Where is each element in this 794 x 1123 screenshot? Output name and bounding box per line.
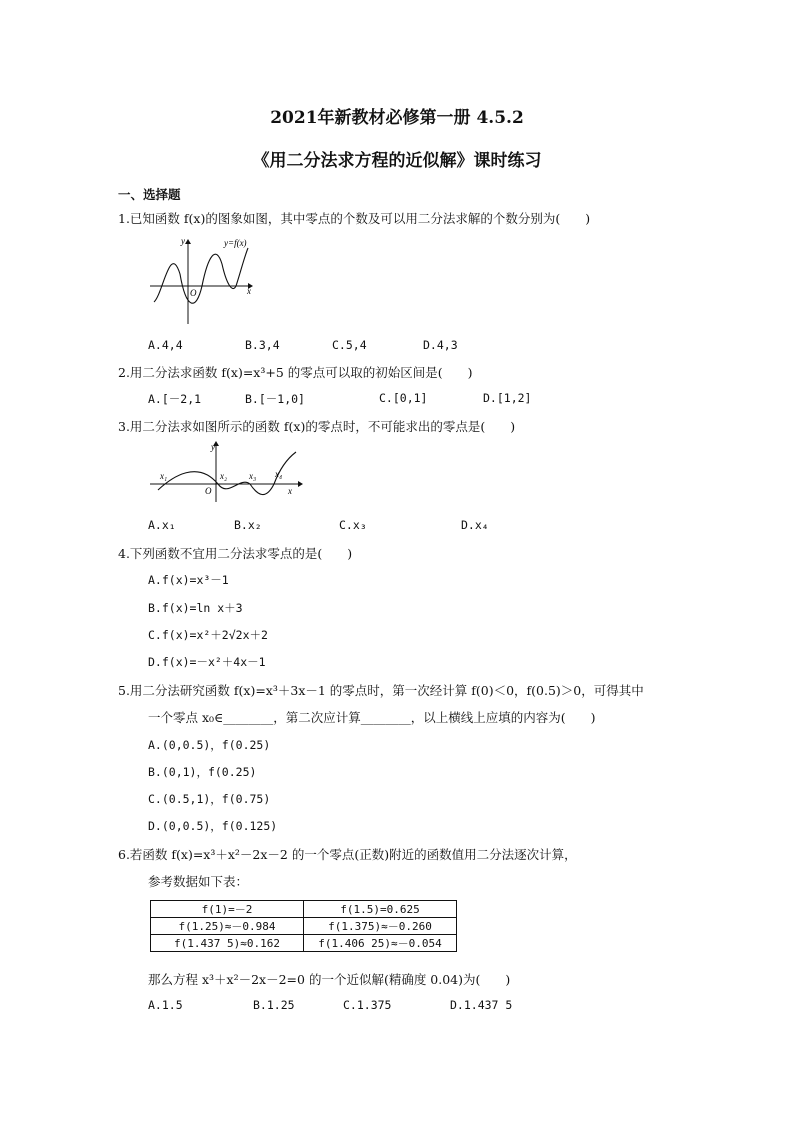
q1-text: 1.已知函数 f(x)的图象如图，其中零点的个数及可以用二分法求解的个数分别为( )	[118, 211, 591, 226]
q1-origin-label: O	[190, 288, 197, 298]
table-row	[151, 918, 457, 935]
q1-x-label: x	[247, 286, 251, 296]
q1-y-arrow	[185, 239, 191, 244]
q5-text-line-2: 一个零点 x₀∈________，第二次应计算________，以上横线上应填的内容为( )	[148, 710, 596, 725]
q6-question: 那么方程 x³＋x²－2x－2=0 的一个近似解(精确度 0.04)为( )	[148, 972, 511, 987]
q3-y-label: y	[211, 442, 215, 452]
q6-option-c: C.1.375	[343, 998, 392, 1012]
q3-x-label: x	[288, 486, 292, 496]
q3-option-a: A.x₁	[148, 518, 176, 532]
q3-x1-label: x₁	[160, 471, 168, 481]
q1-graph	[148, 234, 258, 326]
q1-option-b: B.3,4	[245, 338, 280, 352]
title-line-2: 《用二分法求方程的近似解》课时练习	[252, 151, 542, 171]
q3-x2-label: x₂	[220, 471, 228, 481]
q3-x-arrow	[298, 481, 303, 487]
q6-option-d: D.1.437 5	[450, 998, 513, 1012]
q4-option-b: B.f(x)=ln x＋3	[148, 601, 243, 615]
q5-option-a: A.(0,0.5)，f(0.25)	[148, 738, 271, 752]
table-row	[151, 901, 457, 918]
table-cell: f(1.25)≈－0.984	[151, 918, 304, 935]
q6-option-b: B.1.25	[253, 998, 295, 1012]
q2-option-b: B.[－1,0]	[245, 392, 305, 406]
q1-option-a: A.4,4	[148, 338, 183, 352]
q5-option-b: B.(0,1)，f(0.25)	[148, 765, 257, 779]
q3-option-d: D.x₄	[461, 518, 489, 532]
table-cell: f(1.437 5)≈0.162	[151, 935, 304, 952]
q2-text: 2.用二分法求函数 f(x)=x³+5 的零点可以取的初始区间是( )	[118, 365, 473, 380]
q4-text: 4.下列函数不宜用二分法求零点的是( )	[118, 546, 353, 561]
q4-option-d: D.f(x)=－x²＋4x－1	[148, 655, 266, 669]
q5-text-line-1: 5.用二分法研究函数 f(x)=x³＋3x－1 的零点时，第一次经计算 f(0)＜0，f(0.5)＞0，可得其中	[118, 683, 644, 698]
q1-func-label: y=f(x)	[224, 238, 247, 248]
q5-option-d: D.(0,0.5)，f(0.125)	[148, 819, 278, 833]
q1-option-d: D.4,3	[423, 338, 458, 352]
q3-option-c: C.x₃	[339, 518, 367, 532]
q6-reference-label: 参考数据如下表：	[148, 874, 249, 889]
q1-option-c: C.5,4	[332, 338, 367, 352]
q3-option-b: B.x₂	[234, 518, 262, 532]
q3-origin-label: O	[205, 486, 212, 496]
table-cell: f(1.406 25)≈－0.054	[304, 935, 457, 952]
q1-curve	[154, 248, 248, 303]
table-cell: f(1.5)=0.625	[304, 901, 457, 918]
title-line-1: 2021年新教材必修第一册 4.5.2	[270, 108, 524, 128]
table-cell: f(1.375)≈－0.260	[304, 918, 457, 935]
q6-option-a: A.1.5	[148, 998, 183, 1012]
q4-option-a: A.f(x)=x³－1	[148, 573, 229, 587]
q6-reference-table	[150, 900, 457, 952]
q6-text: 6.若函数 f(x)=x³＋x²－2x－2 的一个零点(正数)附近的函数值用二分法逐次计算，	[118, 847, 577, 862]
q4-option-c: C.f(x)=x²＋2√2x＋2	[148, 628, 268, 642]
q3-graph	[148, 438, 308, 504]
q1-y-label: y	[181, 236, 185, 246]
section-heading: 一、选择题	[118, 187, 181, 202]
q2-option-d: D.[1,2]	[483, 391, 532, 405]
q3-text: 3.用二分法求如图所示的函数 f(x)的零点时，不可能求出的零点是( )	[118, 419, 516, 434]
q2-option-c: C.[0,1]	[379, 391, 428, 405]
table-row	[151, 935, 457, 952]
q2-option-a: A.[－2,1	[148, 392, 202, 406]
q3-x3-label: x₃	[249, 471, 257, 481]
q3-x4-label: x₄	[275, 469, 283, 479]
q5-option-c: C.(0.5,1)，f(0.75)	[148, 792, 271, 806]
table-cell: f(1)=－2	[151, 901, 304, 918]
